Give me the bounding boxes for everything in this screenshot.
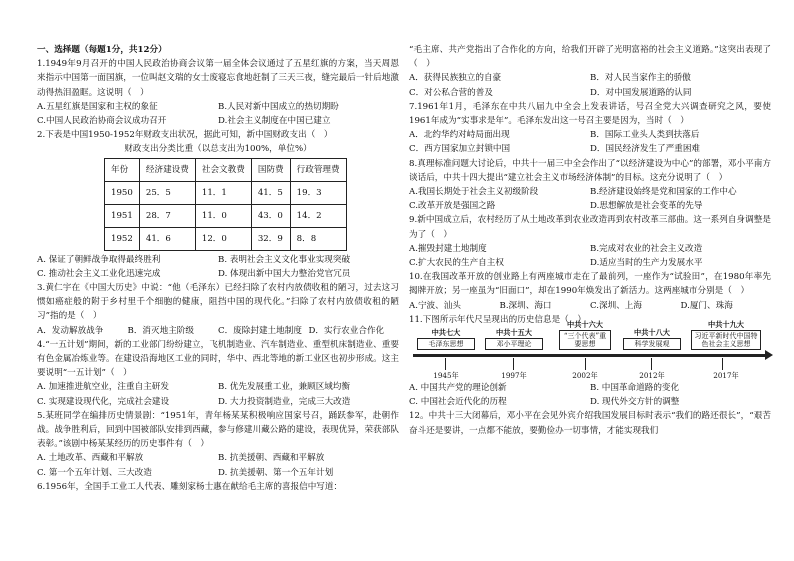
table-row bbox=[105, 181, 347, 204]
timeline-label: 习近平新时代中国特色社会主义思想 bbox=[691, 330, 761, 350]
option: C. 推动社会主义工业化迅速完成 bbox=[37, 268, 161, 279]
question-9: 9.新中国成立后，农村经历了从土地改革到农业改造再到农村改革三部曲。这一系列自身调整是为了（ ） bbox=[409, 215, 771, 240]
timeline-congress: 中共七大 bbox=[431, 328, 461, 338]
question-6-continued: “毛主席、共产党指出了合作化的方向，给我们开辟了光明富裕的社会主义道路。”这突出表现了（ ） bbox=[409, 45, 771, 70]
right-column bbox=[409, 43, 771, 438]
option: A．获得民族独立的自豪 bbox=[409, 73, 502, 84]
option: D. 现代外交方针的调整 bbox=[590, 397, 680, 408]
timeline-tick bbox=[651, 358, 652, 370]
option: B. 抗美援朝、西藏和平解放 bbox=[218, 453, 325, 464]
timeline-year: 1997年 bbox=[501, 371, 527, 381]
timeline-year: 2017年 bbox=[713, 371, 739, 381]
option: C．西方国家加立封锁中国 bbox=[409, 144, 511, 155]
question-3: 3.黄仁宇在《中国大历史》中说：“他（毛泽东）已经扫除了农村内放债收租的陋习，过去这习惯如癌症般的附于乡村里千个细胞的健康，阻挡中国的现代化。”扫除了农村内放债收租的陋习”指的是（ ） bbox=[37, 283, 399, 322]
timeline-tick bbox=[513, 358, 514, 370]
option: C.中国人民政治协商会议成功召开 bbox=[37, 116, 167, 127]
option: B. 优先发展重工业，兼顾区域均衡 bbox=[218, 382, 351, 393]
question-9-options bbox=[409, 242, 771, 270]
header-cell: 年份 bbox=[105, 158, 140, 181]
option: A. 中国共产党的理论创新 bbox=[409, 383, 507, 394]
question-7-options bbox=[409, 128, 771, 156]
option: A. 加速推进航空业，注重自主研发 bbox=[37, 382, 169, 393]
option: B.人民对新中国成立的热切期盼 bbox=[218, 101, 339, 112]
option: A.宁波、汕头 bbox=[409, 300, 461, 311]
timeline-year: 1945年 bbox=[433, 371, 459, 381]
option: D．国民经济发生了严重困难 bbox=[590, 144, 701, 155]
question-12: 12。中共十三大闭幕后，邓小平在会见外宾介绍我国发展目标时表示“我们的路还很长”，“艰苦奋斗还是要讲，一点都不能放，要勤俭办一切事情，才能实现我们 bbox=[409, 411, 771, 436]
finance-table bbox=[104, 158, 347, 251]
question-11: 11.下图所示年代尺呈现出的历史信息是（ ） bbox=[409, 314, 586, 325]
option: C.扩大农民的生产自主权 bbox=[409, 258, 504, 269]
option: A. 保证了朝鲜战争取得最终胜利 bbox=[37, 254, 161, 265]
header-cell: 行政管理费 bbox=[290, 158, 346, 181]
option: C．对公私合营的普及 bbox=[409, 87, 493, 98]
option: D.适应当时的生产力发展水平 bbox=[590, 258, 703, 269]
table-cell: 11．0 bbox=[195, 204, 251, 227]
table-cell: 12．0 bbox=[195, 227, 251, 250]
option: C.深圳、上海 bbox=[590, 300, 642, 311]
question-10: 10.在我国改革开放的创业路上有两座城市走在了最前列，一座作为“试验田”，在1980年率先揭牌开放；另一座虽为“旧面口”，却在1990年焕发出了新活力。这两座城市分别是（ ） bbox=[409, 272, 771, 297]
question-7: 7.1961年1月，毛泽东在中共八届九中全会上发表讲话，号召全党大兴调查研究之风，要使1961年成为“实事求是年”。毛泽东发出这一号召主要是因为，当时（ ） bbox=[409, 101, 771, 127]
timeline-tick bbox=[722, 358, 723, 370]
timeline-congress: 中共十五大 bbox=[496, 328, 532, 338]
option: A.摧毁封建土地制度 bbox=[409, 243, 487, 254]
table-cell: 41．6 bbox=[139, 227, 195, 250]
left-column bbox=[37, 43, 399, 494]
question-6-options bbox=[409, 71, 771, 99]
table-cell: 14．2 bbox=[290, 204, 346, 227]
header-cell: 国防费 bbox=[251, 158, 290, 181]
section-title: 一、选择题（每题1分，共12分） bbox=[37, 45, 167, 55]
option: D.社会主义制度在中国已建立 bbox=[218, 116, 331, 127]
option: C. 第一个五年计划、三大改造 bbox=[37, 467, 152, 478]
option: B. 表明社会主义文化事业实现突破 bbox=[218, 254, 351, 265]
timeline-node bbox=[417, 328, 475, 381]
timeline-year: 2002年 bbox=[572, 371, 598, 381]
table-row bbox=[105, 227, 347, 250]
option: A．发动解放战争 bbox=[37, 325, 104, 336]
option: B．对人民当家作主的骄傲 bbox=[590, 73, 691, 84]
table-caption: 财政支出分类比重（以总支出为100%，单位%） bbox=[124, 144, 312, 155]
timeline-axis bbox=[413, 354, 767, 357]
timeline-diagram bbox=[409, 320, 769, 381]
table-cell: 25．5 bbox=[139, 181, 195, 204]
table-row bbox=[105, 204, 347, 227]
timeline-year: 2012年 bbox=[639, 371, 665, 381]
table-cell: 1951 bbox=[105, 204, 140, 227]
timeline-arrow-icon bbox=[765, 350, 773, 360]
option: D．实行农业合作化 bbox=[308, 325, 385, 336]
option: A. 土地改革、西藏和平解放 bbox=[37, 453, 144, 464]
timeline-node bbox=[485, 328, 543, 381]
question-1-options bbox=[37, 100, 399, 128]
table-cell: 11．1 bbox=[195, 181, 251, 204]
option: C．废除封建土地制度 bbox=[218, 325, 302, 336]
timeline-tick bbox=[445, 358, 446, 370]
question-5-options bbox=[37, 451, 399, 479]
table-cell: 8．8 bbox=[290, 227, 346, 250]
question-8-options bbox=[409, 185, 771, 213]
table-cell: 1952 bbox=[105, 227, 140, 250]
question-2-options bbox=[37, 253, 399, 281]
timeline-congress: 中共十六大 bbox=[567, 320, 603, 330]
question-1: 1.1949年9月召开的中国人民政治协商会议第一届全体会议通过了五星红旗的方案，当天周恩来指示中国第一面国旗，一位叫赵文瑞的女士废寝忘食地赶制了三天三夜，缝完最后一针后地激动得热泪盈眶。这说明（ ） bbox=[37, 59, 399, 98]
question-2: 2.下表是中国1950-1952年财政支出状况，据此可知，新中国财政支出（ ） bbox=[37, 130, 333, 141]
option: C. 中国社会近代化的历程 bbox=[409, 397, 507, 408]
option: A.我国长期处于社会主义初级阶段 bbox=[409, 187, 539, 198]
option: B.深圳、海口 bbox=[499, 300, 552, 311]
option: C. 实现建设现代化，完成社会建设 bbox=[37, 396, 170, 407]
timeline-node bbox=[559, 320, 611, 381]
timeline-tick bbox=[585, 358, 586, 370]
option: D. 体现出新中国大力整治党官冗员 bbox=[218, 268, 351, 279]
question-4-options bbox=[37, 380, 399, 408]
option: B. 中国革命道路的变化 bbox=[590, 383, 680, 394]
table-header-row bbox=[105, 158, 347, 181]
option: A.五星红旗是国家和主权的象征 bbox=[37, 101, 158, 112]
question-3-options bbox=[37, 324, 399, 338]
header-cell: 经济建设费 bbox=[139, 158, 195, 181]
question-5: 5.某班同学在编排历史情景剧：“1951年，青年杨某某积极响应国家号召，踊跃参军，赴朝作战。战争胜利后，回到中国被部队安排到西藏，参与修建川藏公路的建设，表现优异，荣获部队表彰。”该剧中杨某某经历的历史事件有（ ） bbox=[37, 410, 399, 450]
option: A．北约华约对峙局面出现 bbox=[409, 130, 510, 141]
option: B.完成对农业的社会主义改造 bbox=[590, 243, 703, 254]
option: D. 大力投资制造业，完成三大改造 bbox=[218, 396, 351, 407]
question-4: 4.“一五计划”期间，新的工业部门纷纷建立，飞机制造业、汽车制造业、重型机床制造业、重要有色金属冶炼业等。在建设沿海地区工业的同时，华中、西北等地的新工业区也初步形成。这主要说明“一五计划”（ ） bbox=[37, 339, 399, 379]
option: D.思想解放是社会变革的先导 bbox=[590, 201, 703, 212]
table-cell: 41．5 bbox=[251, 181, 290, 204]
timeline-congress: 中共十九大 bbox=[708, 320, 744, 330]
header-cell: 社会文教费 bbox=[195, 158, 251, 181]
option: C.改革开放是强国之路 bbox=[409, 201, 496, 212]
question-8: 8.真理标准问题大讨论后，中共十一届三中全会作出了“以经济建设为中心”的部署，邓小平南方谈话后，中共十四大提出“建立社会主义市场经济体制”的目标。这充分说明了（ ） bbox=[409, 158, 771, 183]
option: D.厦门、珠海 bbox=[680, 300, 733, 311]
option: B.经济建设始终是党和国家的工作中心 bbox=[590, 187, 737, 198]
timeline-congress: 中共十八大 bbox=[634, 328, 670, 338]
table-cell: 28．7 bbox=[139, 204, 195, 227]
option: B．国际工业头人类到扶落后 bbox=[590, 130, 700, 141]
timeline-label: 邓小平理论 bbox=[485, 338, 543, 350]
table-cell: 1950 bbox=[105, 181, 140, 204]
question-6: 6.1956年，全国手工业工人代表、雕刻家杨士惠在献给毛主席的喜报信中写道： bbox=[37, 481, 343, 492]
option: D. 抗美援朝、第一个五年计划 bbox=[218, 467, 334, 478]
timeline-node bbox=[623, 328, 681, 381]
timeline-label: 毛泽东思想 bbox=[417, 338, 475, 350]
option: D．对中国发展道路的认同 bbox=[590, 87, 692, 98]
table-cell: 32．9 bbox=[251, 227, 290, 250]
timeline-label: “三个代表”重要思想 bbox=[559, 330, 611, 350]
timeline-label: 科学发展观 bbox=[623, 338, 681, 350]
option: B．消灭地主阶级 bbox=[127, 325, 194, 336]
question-11-options bbox=[409, 381, 771, 409]
table-cell: 43．0 bbox=[251, 204, 290, 227]
table-cell: 19．3 bbox=[290, 181, 346, 204]
question-10-options bbox=[409, 299, 771, 313]
timeline-node bbox=[691, 320, 761, 381]
